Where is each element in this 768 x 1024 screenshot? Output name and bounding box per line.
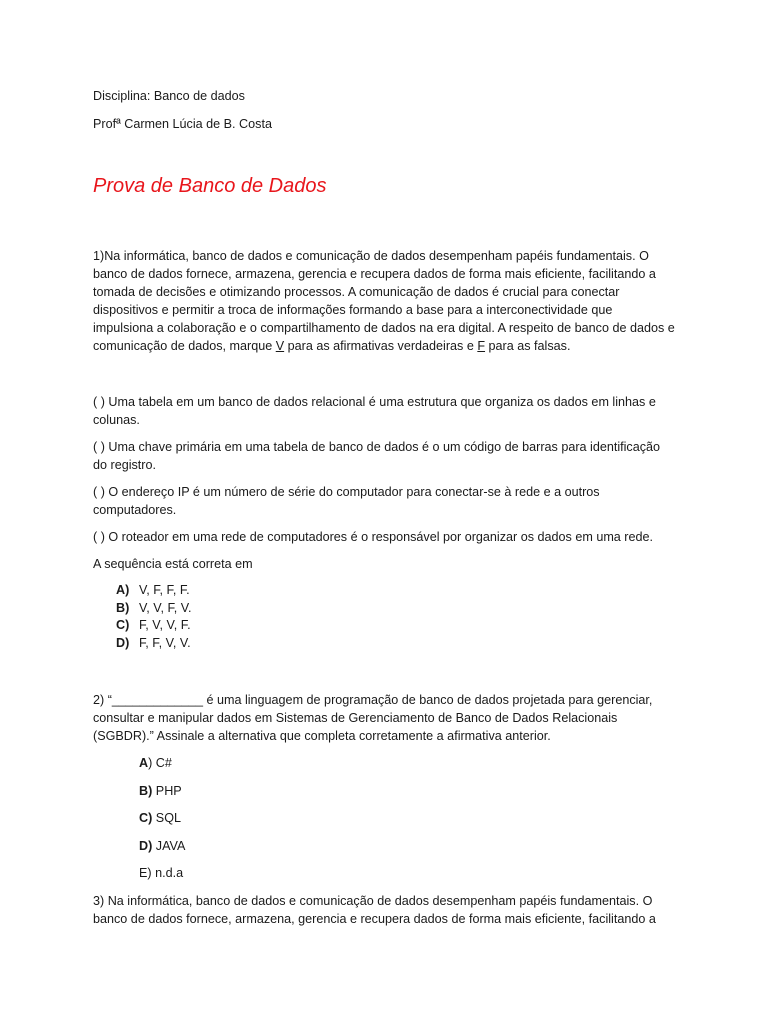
option-letter: A	[139, 756, 149, 771]
question-2-option-a	[93, 754, 675, 782]
page-title: Prova de Banco de Dados	[93, 175, 327, 197]
question-2-text: 2) “_____________ é uma linguagem de programação de banco de dados projetada para gerenciar, consultar e manipular dados em Sistemas de Gerenciamento de Banco de Dados Relacionais (SGBDR).” Assinale a alternativa que completa corretamente a afirmativa anterior.	[93, 693, 653, 744]
option-text: SQL	[152, 811, 181, 826]
question-1-text-part-a: 1)Na informática, banco de dados e comunicação de dados desempenham papéis fundamentais. O banco de dados fornece, armazena, gerencia e recupera dados de forma mais eficiente, facilitando a tomada de decisões e otimizando processos. A comunicação de dados é crucial para conectar dispositivos e permitir a troca de informações formando a base para a interconectividade que impulsiona a colaboração e o compartilhamento de dados na era digital. A respeito de banco de dados e comunicação de dados, marque	[93, 249, 675, 353]
option-letter: A)	[116, 583, 130, 597]
option-text: F, F, V, V.	[139, 635, 191, 650]
option-letter: B)	[116, 600, 130, 615]
question-2-option-b	[93, 782, 675, 810]
statement-4: ( ) O roteador em uma rede de computadores é o responsável por organizar os dados em uma rede.	[93, 530, 654, 544]
false-letter: F	[477, 339, 486, 353]
true-letter: V	[275, 339, 285, 353]
question-1-option-d	[93, 634, 675, 652]
question-3-text: 3) Na informática, banco de dados e comunicação de dados desempenham papéis fundamentais. O banco de dados fornece, armazena, gerencia e recupera dados de forma mais eficiente, facilitando a	[93, 893, 656, 926]
question-1-prompt: A sequência está correta em	[93, 557, 253, 571]
option-letter: C)	[116, 618, 130, 633]
professor-line: Profª Carmen Lúcia de B. Costa	[93, 117, 272, 131]
question-2-option-d	[93, 837, 675, 865]
option-text: V, F, F, F.	[139, 583, 190, 597]
option-text: E) n.d.a	[139, 866, 184, 881]
discipline-line: Disciplina: Banco de dados	[93, 89, 245, 103]
question-1-option-b	[93, 599, 675, 617]
question-1-options	[93, 581, 675, 651]
question-2-option-e	[93, 864, 675, 892]
statement-2: ( ) Uma chave primária em uma tabela de banco de dados é o um código de barras para identificação do registro.	[93, 440, 661, 472]
option-text: JAVA	[152, 838, 186, 853]
question-1-text-part-b: para as afirmativas verdadeiras e	[284, 339, 478, 353]
question-2-options	[93, 754, 675, 892]
question-1-text	[93, 247, 675, 355]
question-2-option-c	[93, 809, 675, 837]
question-1-option-c	[93, 616, 675, 634]
option-letter: D)	[139, 838, 153, 853]
statement-3: ( ) O endereço IP é um número de série do computador para conectar-se à rede e a outros computadores.	[93, 485, 600, 517]
document-content	[93, 87, 675, 928]
option-text: V, V, F, V.	[139, 600, 192, 615]
option-letter: C)	[139, 811, 153, 826]
option-letter: B)	[139, 783, 153, 798]
option-text: ) C#	[148, 756, 172, 771]
option-letter: D)	[116, 635, 130, 650]
statement-1: ( ) Uma tabela em um banco de dados relacional é uma estrutura que organiza os dados em linhas e colunas.	[93, 395, 656, 427]
question-1-option-a	[93, 581, 675, 599]
question-1-text-part-c: para as falsas.	[485, 339, 571, 353]
option-text: PHP	[152, 783, 182, 798]
question-1-statements	[93, 393, 675, 546]
option-text: F, V, V, F.	[139, 618, 191, 633]
